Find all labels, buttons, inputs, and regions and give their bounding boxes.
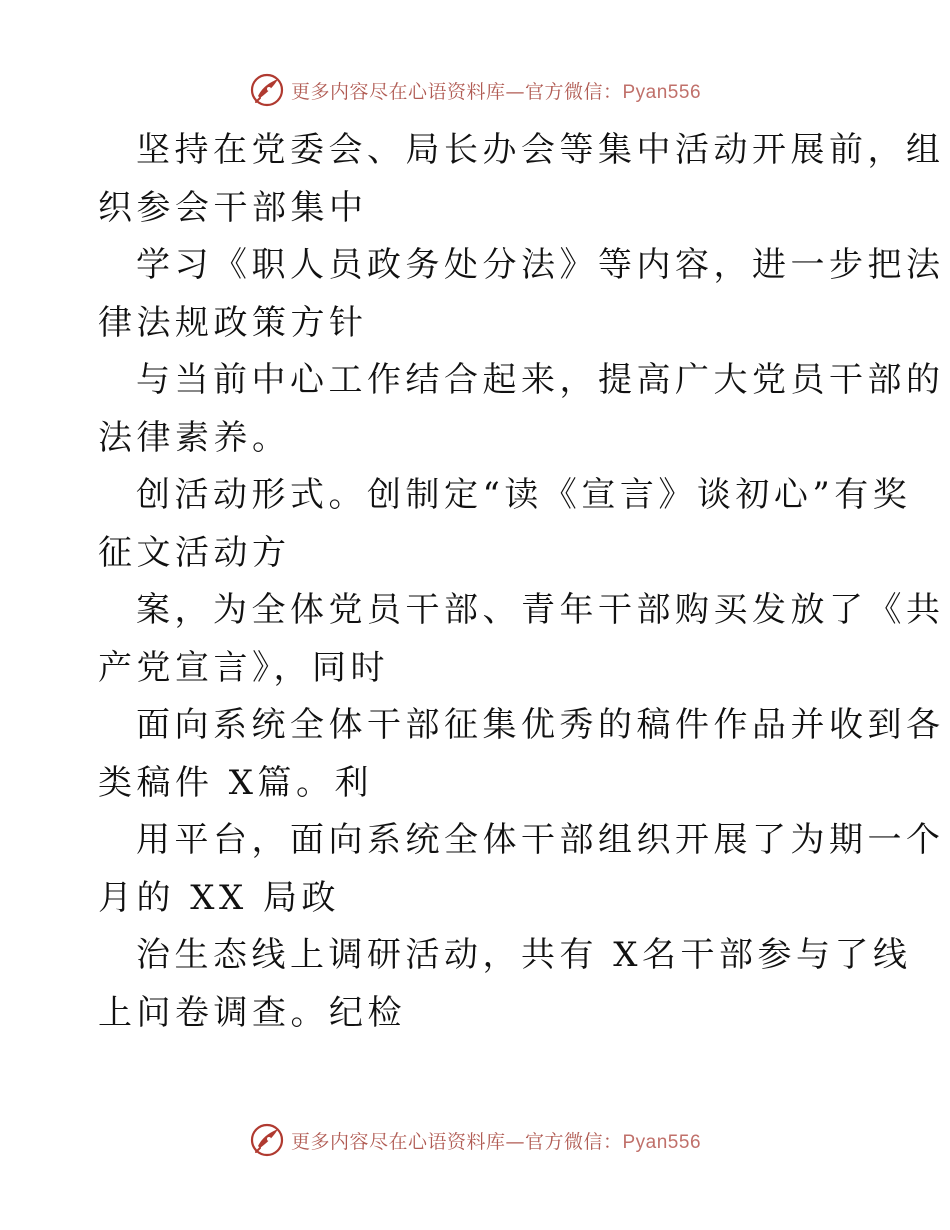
body-line: 月的 XX 局政 [98,877,341,918]
header-wechat-id: Pyan556 [622,81,702,103]
footer-wechat-id: Pyan556 [622,1131,702,1153]
body-line: 上问卷调查。纪检 [98,992,406,1033]
body-line: 案，为全体党员干部、青年干部购买发放了《共 [136,590,945,630]
body-line: 学习《职人员政务处分法》等内容，进一步把法 [136,245,945,285]
body-line: 创活动形式。创制定“读《宣言》谈初心”有奖 [136,475,912,515]
body-line: 律法规政策方针 [98,302,368,343]
body-line: 类稿件 X篇。利 [98,762,374,803]
footer-wechat-label: 官方微信： [524,1130,623,1153]
header-banner-text [291,77,701,104]
footer-banner-text [291,1127,701,1154]
header-site-name: 更多内容尽在心语资料库 [290,80,506,103]
body-line: 征文活动方 [98,532,291,573]
header-banner [0,68,950,112]
footer-banner [0,1118,950,1162]
footer-site-name: 更多内容尽在心语资料库 [290,1130,506,1153]
footer-separator: — [505,1130,525,1153]
header-separator: — [505,80,525,103]
body-line: 治生态线上调研活动，共有 X名干部参与了线 [136,935,912,975]
body-line: 法律素养。 [98,417,291,458]
body-line: 坚持在党委会、局长办会等集中活动开展前，组 [136,130,945,170]
body-line: 产党宣言》，同时 [98,647,389,688]
body-line: 织参会干部集中 [98,187,368,228]
body-line: 用平台，面向系统全体干部组织开展了为期一个 [136,820,945,860]
pen-logo-icon [249,1122,285,1158]
header-wechat-label: 官方微信： [524,80,623,103]
pen-logo-icon [249,72,285,108]
body-line: 面向系统全体干部征集优秀的稿件作品并收到各 [136,705,945,745]
body-line: 与当前中心工作结合起来，提高广大党员干部的 [136,360,945,400]
document-body [98,122,945,1042]
